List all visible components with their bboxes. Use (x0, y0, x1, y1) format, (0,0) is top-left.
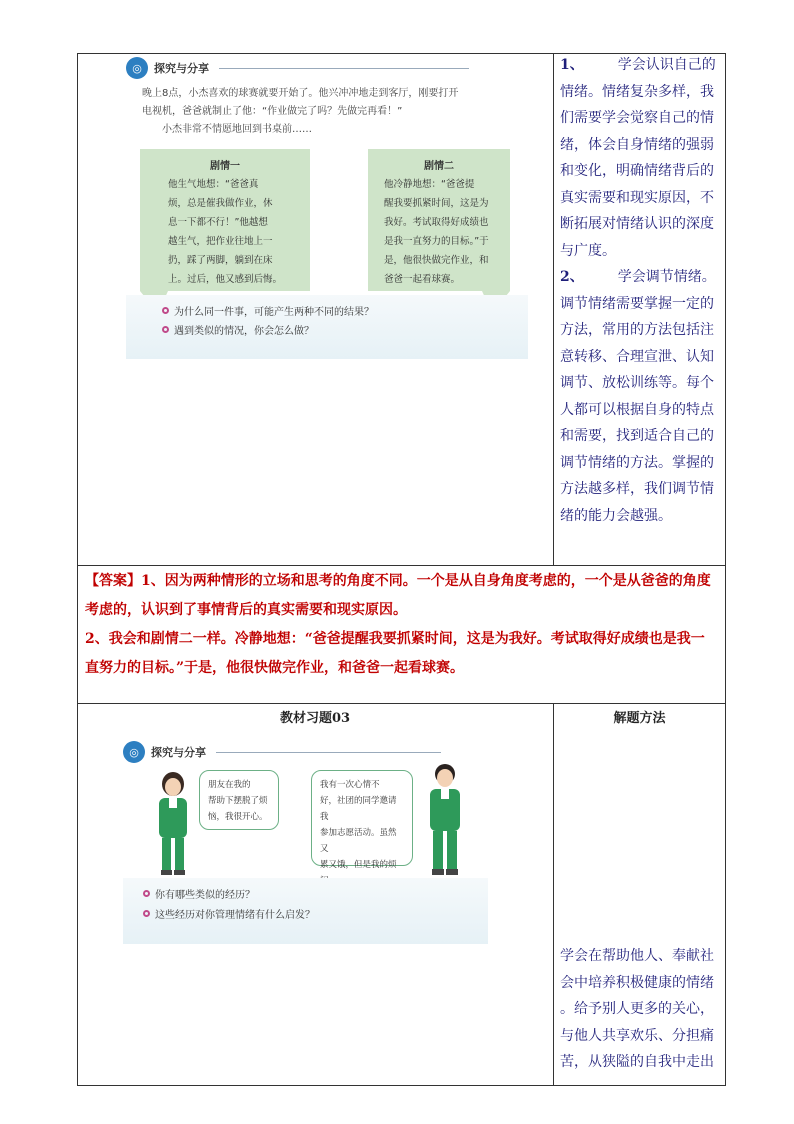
scene-one-title: 剧情一 (210, 161, 240, 172)
bullet-icon (162, 326, 169, 333)
title-rule (216, 752, 441, 753)
row-divider-1 (77, 565, 726, 566)
explore-share-icon: ◎ (126, 57, 148, 79)
explore-share-title: 探究与分享 (151, 746, 206, 759)
explore-share-title: 探究与分享 (154, 62, 209, 75)
bullet-icon (162, 307, 169, 314)
title-rule (219, 68, 469, 69)
question-4: 这些经历对你管理情绪有什么启发？ (143, 906, 315, 921)
scene-one-card (140, 149, 310, 291)
girl-speech-bubble: 朋友在我的 帮助下摆脱了烦 恼，我很开心。 (199, 770, 279, 830)
question-3: 你有哪些类似的经历？ (143, 886, 255, 901)
girl-illustration (149, 770, 197, 876)
column-divider-top (553, 53, 554, 565)
question-2: 遇到类似的情况，你会怎么做？ (162, 322, 314, 337)
bullet-icon (143, 910, 150, 917)
question-1: 为什么同一件事，可能产生两种不同的结果？ (162, 303, 374, 318)
method-text: 学会在帮助他人、奉献社 会中培养积极健康的情绪 。给予别人更多的关心， 与他人共享欢乐、分担痛 苦，从狭隘的自我中走出 (560, 948, 714, 1070)
questions-box-2 (123, 878, 488, 944)
exercise-03-title: 教材习题03 (279, 711, 351, 726)
textbook-image-2 (123, 738, 488, 944)
scene-one-text: 他生气地想：“爸爸真 烦，总是催我做作业，休 息一下都不行！”他越想 越生气，把作业往地上一 扔，踩了两脚，躺到在床 上。过后，他又感到后悔。 (168, 179, 283, 285)
bullet-icon (143, 890, 150, 897)
boy-illustration (421, 762, 469, 876)
story-text: 晚上8点，小杰喜欢的球赛就要开始了。他兴冲冲地走到客厅，刚要打开 电视机，爸爸就制止了他：“作业做完了吗？先做完再看！” 小杰非常不情愿地回到书桌前…… (142, 88, 459, 135)
scene-two-title: 剧情二 (424, 161, 454, 172)
boy-speech-bubble: 我有一次心情不 好，社团的同学邀请我 参加志愿活动。虽然又 累又饿，但是我的烦 (311, 770, 413, 866)
scene-two-card (368, 149, 510, 291)
textbook-image-1 (126, 55, 528, 359)
answer-block: 【答案】1、因为两种情形的立场和思考的角度不同。一个是从自身角度考虑的，一个是从爸爸的角度 考虑的，认识到了事情背后的真实需要和现实原因。 2、我会和剧情二一样。冷静地想：“爸爸提醒我要抓紧时间，这是为我好。考试取得好成绩也是我一 直努力的目标。”于是，他很快做完作业，和爸爸一起看球赛。 (85, 573, 711, 676)
scene-two-text: 他冷静地想：“爸爸提 醒我要抓紧时间，这是为 我好。考试取得好成绩也 是我一直努力的目标。”于 是，他很快做完作业，和 爸爸一起看球赛。 (384, 179, 489, 285)
method-title: 解题方法 (613, 711, 666, 726)
answer-label: 【答案】 (85, 573, 141, 589)
column-divider-bottom (553, 703, 554, 1086)
questions-box-1 (126, 295, 528, 359)
row-divider-2 (77, 703, 726, 704)
explore-share-icon: ◎ (123, 741, 145, 763)
knowledge-points: 1、 学会认识自己的 情绪。情绪复杂多样，我 们需要学会觉察自己的情 绪，体会自身情绪的强弱 和变化，明确情绪背后的 真实需要和现实原因，不 断拓展对情绪认识的深度 与广度。 2、 学会调节情绪。 调节情绪需要掌握一定的 方法，常用的方法包括注 意转移、合理宣泄、认知 调节、放松训练等。每个 人都可以根据自身的特点 和需要，找到适合自己的 调节情绪的方法。掌握的 方法越多样，我们调节情 绪的能力会越强。 (560, 57, 716, 524)
